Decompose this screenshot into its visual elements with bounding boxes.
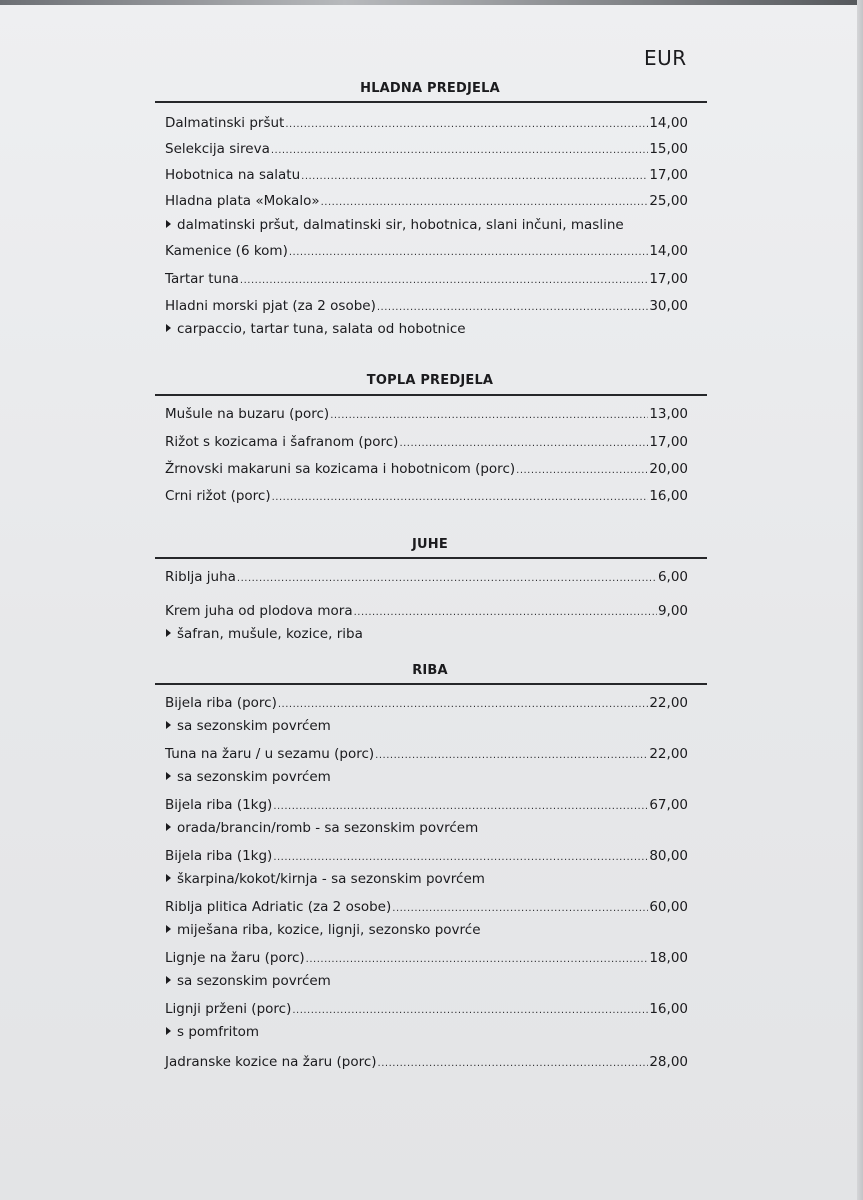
dot-leader bbox=[301, 171, 648, 182]
item-price: 60,00 bbox=[649, 899, 688, 915]
item-description-text: sa sezonskim povrćem bbox=[177, 718, 331, 734]
triangle-bullet-icon bbox=[166, 629, 171, 637]
item-price: 25,00 bbox=[649, 193, 688, 209]
item-description bbox=[166, 1024, 259, 1040]
item-description bbox=[166, 769, 331, 785]
menu-item bbox=[165, 569, 688, 591]
item-description-text: sa sezonskim povrćem bbox=[177, 973, 331, 989]
item-name: Mušule na buzaru (porc) bbox=[165, 406, 330, 422]
item-price: 6,00 bbox=[657, 569, 688, 585]
menu-item bbox=[165, 167, 688, 189]
menu-item bbox=[165, 141, 688, 163]
dot-leader bbox=[271, 145, 649, 156]
item-description bbox=[166, 820, 478, 836]
item-name: Kamenice (6 kom) bbox=[165, 243, 288, 259]
item-description bbox=[166, 217, 624, 233]
section-rule bbox=[155, 557, 707, 559]
item-name: Tuna na žaru / u sezamu (porc) bbox=[165, 746, 375, 762]
item-name: Žrnovski makaruni sa kozicama i hobotnicom (porc) bbox=[165, 461, 516, 477]
triangle-bullet-icon bbox=[166, 721, 171, 729]
item-name: Riblja juha bbox=[165, 569, 236, 585]
menu-item bbox=[165, 488, 688, 510]
dot-leader bbox=[392, 903, 648, 914]
menu-item bbox=[165, 434, 688, 456]
dot-leader bbox=[289, 247, 649, 258]
currency-label: EUR bbox=[644, 46, 687, 70]
dot-leader bbox=[278, 699, 648, 710]
dot-leader bbox=[273, 801, 648, 812]
menu-item bbox=[165, 193, 688, 215]
item-price: 14,00 bbox=[649, 115, 688, 131]
item-price: 67,00 bbox=[649, 797, 688, 813]
dot-leader bbox=[237, 573, 657, 584]
item-price: 18,00 bbox=[649, 950, 688, 966]
item-description bbox=[166, 973, 331, 989]
page-top-edge bbox=[0, 0, 863, 5]
item-name: Jadranske kozice na žaru (porc) bbox=[165, 1054, 377, 1070]
item-name: Lignje na žaru (porc) bbox=[165, 950, 305, 966]
triangle-bullet-icon bbox=[166, 925, 171, 933]
item-name: Bijela riba (porc) bbox=[165, 695, 277, 711]
item-description-text: dalmatinski pršut, dalmatinski sir, hobotnica, slani inčuni, masline bbox=[177, 217, 624, 233]
menu-item bbox=[165, 271, 688, 293]
item-name: Hobotnica na salatu bbox=[165, 167, 301, 183]
dot-leader bbox=[272, 492, 649, 503]
dot-leader bbox=[321, 197, 649, 208]
item-price: 17,00 bbox=[649, 271, 688, 287]
item-description-text: s pomfritom bbox=[177, 1024, 260, 1040]
dot-leader bbox=[273, 852, 648, 863]
item-description-text: orada/brancin/romb - sa sezonskim povrćem bbox=[177, 820, 479, 836]
dot-leader bbox=[240, 275, 648, 286]
menu-item bbox=[165, 1001, 688, 1023]
dot-leader bbox=[306, 954, 649, 965]
menu-item bbox=[165, 848, 688, 870]
item-name: Selekcija sireva bbox=[165, 141, 270, 157]
item-name: Tartar tuna bbox=[165, 271, 239, 287]
item-name: Riblja plitica Adriatic (za 2 osobe) bbox=[165, 899, 392, 915]
page-right-edge bbox=[857, 0, 863, 1200]
item-name: Lignji prženi (porc) bbox=[165, 1001, 292, 1017]
menu-item bbox=[165, 797, 688, 819]
item-name: Rižot s kozicama i šafranom (porc) bbox=[165, 434, 399, 450]
section-rule bbox=[155, 101, 707, 103]
dot-leader bbox=[516, 465, 648, 476]
menu-item bbox=[165, 406, 688, 428]
item-name: Krem juha od plodova mora bbox=[165, 603, 353, 619]
section-rule bbox=[155, 394, 707, 396]
section-rule bbox=[155, 683, 707, 685]
section-title-riba: RIBA bbox=[412, 663, 448, 678]
triangle-bullet-icon bbox=[166, 324, 171, 332]
item-price: 22,00 bbox=[649, 695, 688, 711]
item-price: 20,00 bbox=[649, 461, 688, 477]
item-price: 13,00 bbox=[649, 406, 688, 422]
item-price: 16,00 bbox=[649, 488, 688, 504]
dot-leader bbox=[375, 750, 648, 761]
item-price: 17,00 bbox=[649, 167, 688, 183]
triangle-bullet-icon bbox=[166, 1027, 171, 1035]
item-description-text: škarpina/kokot/kirnja - sa sezonskim povrćem bbox=[177, 871, 485, 887]
triangle-bullet-icon bbox=[166, 823, 171, 831]
menu-item bbox=[165, 950, 688, 972]
menu-item bbox=[165, 899, 688, 921]
item-description-text: miješana riba, kozice, lignji, sezonsko povrće bbox=[177, 922, 481, 938]
item-name: Dalmatinski pršut bbox=[165, 115, 285, 131]
item-description bbox=[166, 626, 363, 642]
menu-item bbox=[165, 461, 688, 483]
item-name: Crni rižot (porc) bbox=[165, 488, 271, 504]
item-price: 30,00 bbox=[649, 298, 688, 314]
item-description bbox=[166, 718, 331, 734]
item-price: 22,00 bbox=[649, 746, 688, 762]
dot-leader bbox=[399, 438, 648, 449]
item-description-text: carpaccio, tartar tuna, salata od hobotnice bbox=[177, 321, 466, 337]
item-price: 14,00 bbox=[649, 243, 688, 259]
triangle-bullet-icon bbox=[166, 874, 171, 882]
dot-leader bbox=[378, 1058, 649, 1069]
triangle-bullet-icon bbox=[166, 772, 171, 780]
dot-leader bbox=[330, 410, 648, 421]
dot-leader bbox=[285, 119, 648, 130]
dot-leader bbox=[377, 302, 648, 313]
dot-leader bbox=[292, 1005, 648, 1016]
menu-item bbox=[165, 298, 688, 320]
item-price: 28,00 bbox=[649, 1054, 688, 1070]
item-description-text: sa sezonskim povrćem bbox=[177, 769, 331, 785]
item-description bbox=[166, 922, 481, 938]
item-price: 9,00 bbox=[657, 603, 688, 619]
menu-item bbox=[165, 115, 688, 137]
item-price: 17,00 bbox=[649, 434, 688, 450]
item-description-text: šafran, mušule, kozice, riba bbox=[177, 626, 363, 642]
section-title-juhe: JUHE bbox=[412, 537, 448, 552]
item-name: Hladni morski pjat (za 2 osobe) bbox=[165, 298, 376, 314]
menu-item bbox=[165, 243, 688, 265]
menu-item bbox=[165, 1054, 688, 1076]
item-price: 80,00 bbox=[649, 848, 688, 864]
item-description bbox=[166, 321, 466, 337]
section-title-hladna-predjela: HLADNA PREDJELA bbox=[360, 81, 500, 96]
menu-item bbox=[165, 603, 688, 625]
triangle-bullet-icon bbox=[166, 220, 171, 228]
item-name: Bijela riba (1kg) bbox=[165, 848, 273, 864]
dot-leader bbox=[354, 607, 657, 618]
triangle-bullet-icon bbox=[166, 976, 171, 984]
item-price: 15,00 bbox=[649, 141, 688, 157]
item-description bbox=[166, 871, 485, 887]
section-title-topla-predjela: TOPLA PREDJELA bbox=[366, 373, 494, 388]
item-name: Bijela riba (1kg) bbox=[165, 797, 273, 813]
menu-item bbox=[165, 746, 688, 768]
menu-item bbox=[165, 695, 688, 717]
item-name: Hladna plata «Mokalo» bbox=[165, 193, 320, 209]
item-price: 16,00 bbox=[649, 1001, 688, 1017]
